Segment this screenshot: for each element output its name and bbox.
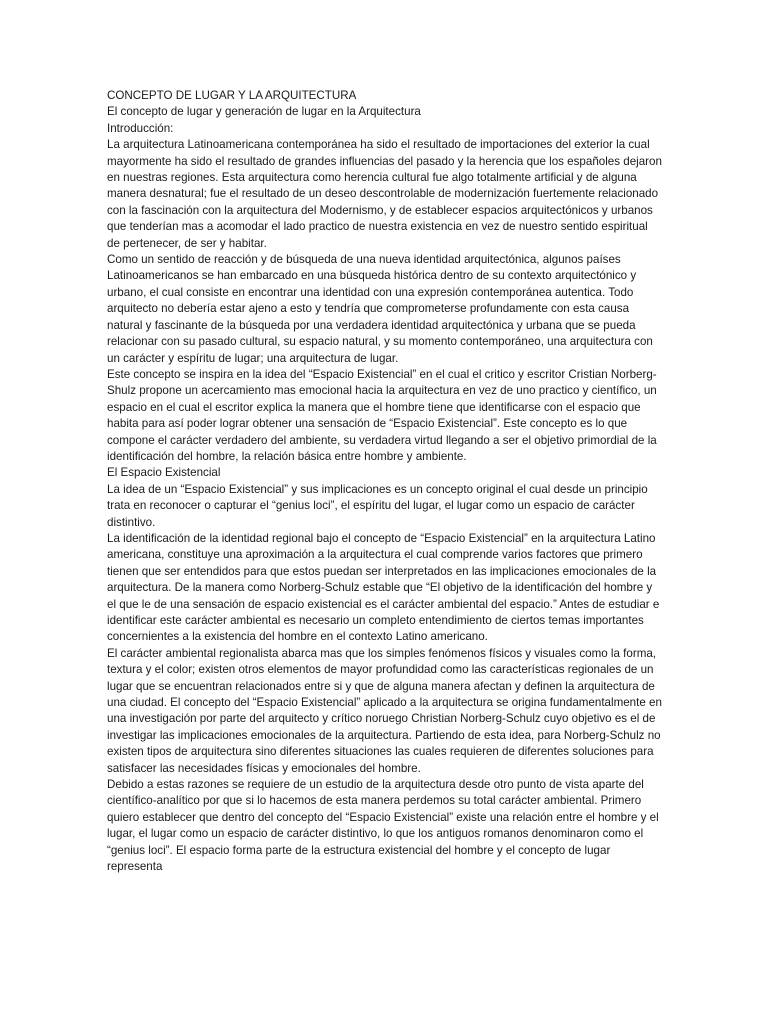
paragraph: Debido a estas razones se requiere de un estudio de la arquitectura desde otro punto de vista aparte del científico-analítico por que si lo hacemos de esta manera perdemos su total carácter ambiental. Primero quiero establecer que dentro del concepto del “Espacio Existencial” existe una relación entre el hombre y el lugar, el lugar como un espacio de carácter distintivo, lo que los antiguos romanos denominaron como el “genius loci”. El espacio forma parte de la estructura existencial del hombre y el concepto de lugar representa — [107, 778, 659, 874]
intro-heading: Introducción: — [107, 121, 174, 135]
paragraph: Este concepto se inspira en la idea del “Espacio Existencial” en el cual el critico y escritor Cristian Norberg-Shulz propone un acercamiento mas emocional hacia la arquitectura en vez de uno practico y científico, un espacio en el cual el escritor explica la manera que el hombre tiene que identificarse con el espacio que habita para así poder lograr obtener una sensación de “Espacio Existencial”. Este concepto es lo que compone el carácter verdadero del ambiente, su verdadera virtud llegando a ser el objetivo primordial de la identificación del hombre, la relación básica entre hombre y ambiente. — [107, 367, 657, 463]
document-body — [107, 88, 663, 876]
document-subtitle: El concepto de lugar y generación de lugar en la Arquitectura — [107, 105, 421, 119]
paragraph: La idea de un “Espacio Existencial” y sus implicaciones es un concepto original el cual desde un principio trata en reconocer o capturar el “genius loci”, el espíritu del lugar, el lugar como un espacio de carácter distintivo. — [107, 482, 648, 529]
paragraph: Como un sentido de reacción y de búsqueda de una nueva identidad arquitectónica, algunos países Latinoamericanos se han embarcado en una búsqueda histórica dentro de su contexto arquitectónico y urbano, el cual consiste en encontrar una identidad con una expresión contemporánea autentica. Todo arquitecto no debería estar ajeno a esto y tendría que comprometerse profundamente con esta causa natural y fascinante de la búsqueda por una verdadera identidad arquitectónica y urbana que se pueda relacionar con su pasado cultural, su espacio natural, y su momento contemporáneo, una arquitectura con un carácter y espíritu de lugar; una arquitectura de lugar. — [107, 253, 653, 365]
section-heading: El Espacio Existencial — [107, 466, 221, 480]
paragraph: El carácter ambiental regionalista abarca mas que los simples fenómenos físicos y visuales como la forma, textura y el color; existen otros elementos de mayor profundidad como las características regionales de un lugar que se encuentran relacionados entre si y que de alguna manera afectan y definen la arquitectura de una ciudad. El concepto del “Espacio Existencial” aplicado a la arquitectura se origina fundamentalmente en una investigación por parte del arquitecto y crítico noruego Christian Norberg-Schulz cuyo objetivo es el de investigar las implicaciones emocionales de la arquitectura. Partiendo de esta idea, para Norberg-Schulz no existen tipos de arquitectura sino diferentes situaciones las cuales requieren de diferentes soluciones para satisfacer las necesidades físicas y emocionales del hombre. — [107, 646, 662, 775]
paragraph: La identificación de la identidad regional bajo el concepto de “Espacio Existencial” en la arquitectura Latino americana, constituye una aproximación a la arquitectura el cual comprende varios factores que primero tienen que ser entendidos para que estos puedan ser interpretados en las implicaciones emocionales de la arquitectura. De la manera como Norberg-Schulz estable que “El objetivo de la identificación del hombre y el que le de una sensación de espacio existencial es el carácter ambiental del espacio.” Antes de estudiar e identificar este carácter ambiental es necesario un completo entendimiento de ciertos temas importantes concernientes a la existencia del hombre en el contexto Latino americano. — [107, 531, 660, 644]
paragraph: La arquitectura Latinoamericana contemporánea ha sido el resultado de importaciones del exterior la cual mayormente ha sido el resultado de grandes influencias del pasado y la herencia que los españoles dejaron en nuestras regiones. Esta arquitectura como herencia cultural fue algo totalmente artificial y de alguna manera desnatural; fue el resultado de un deseo descontrolable de modernización fuertemente relacionado con la fascinación con la arquitectura del Modernismo, y de establecer espacios arquitectónicos y urbanos que tenderían mas a acomodar el lado practico de nuestra existencia en vez de nuestro sentido espiritual de pertenecer, de ser y habitar. — [107, 138, 662, 250]
document-title: CONCEPTO DE LUGAR Y LA ARQUITECTURA — [107, 89, 357, 102]
